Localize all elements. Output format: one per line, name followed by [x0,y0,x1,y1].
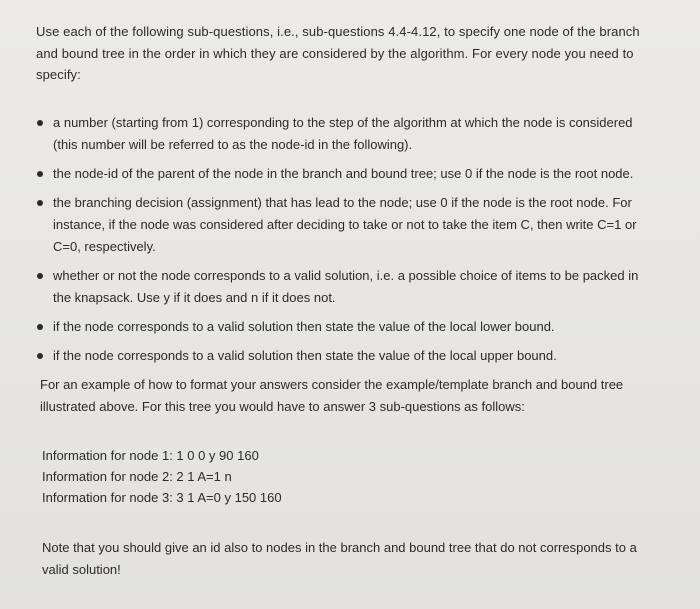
node-info-line: Information for node 2: 2 1 A=1 n [42,468,232,484]
list-item [36,265,660,309]
list-item-text: a number (starting from 1) corresponding to the step of the algorithm at which the node is considered (this number will be referred to as the node-id in the following). [53,114,633,152]
node-info-line: Information for node 1: 1 0 0 y 90 160 [42,447,259,463]
list-item-text: whether or not the node corresponds to a valid solution, i.e. a possible choice of items to be packed in the knapsack. Use y if it does and n if it does not. [53,267,639,305]
list-item [36,112,660,156]
list-item [36,192,660,258]
list-item-text: the branching decision (assignment) that has lead to the node; use 0 if the node is the root node. For instance, if the node was considered after deciding to take or not to take the item C, then write C=1 or C=0, respectively. [53,194,637,254]
list-item [36,345,660,367]
bullet-icon [37,324,43,330]
list-item [36,316,660,338]
intro-paragraph: Use each of the following sub-questions, i.e., sub-questions 4.4-4.12, to specify one node of the branch and bound tree in the order in which they are considered by the algorithm. For every node you need to specify: [36,24,640,82]
requirements-list [36,112,660,367]
bullet-icon [37,200,43,206]
node-info-line: Information for node 3: 3 1 A=0 y 150 160 [42,489,282,505]
list-item [36,163,660,185]
note-paragraph: Note that you should give an id also to nodes in the branch and bound tree that do not corresponds to a valid solution! [42,539,637,577]
bullet-icon [37,273,43,279]
node-info-block [42,445,660,508]
list-item-text: the node-id of the parent of the node in the branch and bound tree; use 0 if the node is the root node. [53,165,634,181]
example-paragraph: For an example of how to format your answers consider the example/template branch and bound tree illustrated above. For this tree you would have to answer 3 sub-questions as follows: [40,376,624,414]
bullet-icon [37,353,43,359]
bullet-icon [37,171,43,177]
bullet-icon [37,120,43,126]
list-item-text: if the node corresponds to a valid solution then state the value of the local upper bound. [53,347,557,363]
list-item-text: if the node corresponds to a valid solution then state the value of the local lower bound. [53,318,555,334]
